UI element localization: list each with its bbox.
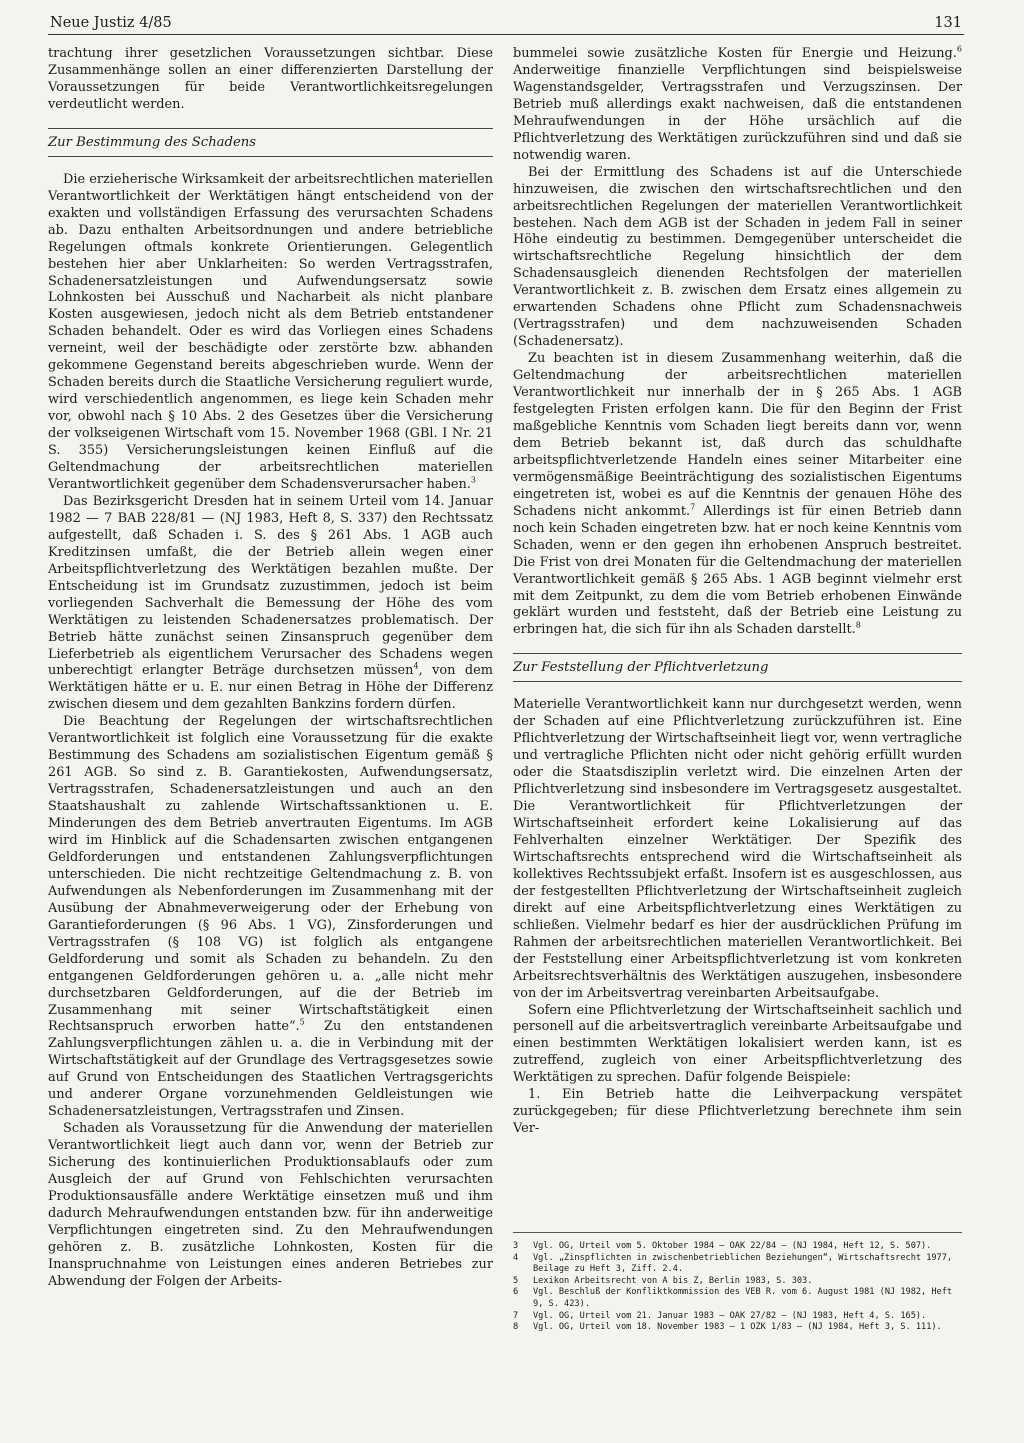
- footnote-ref: 5: [299, 1018, 305, 1028]
- footnote-ref: 4: [413, 662, 419, 672]
- paragraph: Die Beachtung der Regelungen der wirtschaftsrechtlichen Verantwortlichkeit ist folglich eine Voraussetzung für die exakte Bestimmung des Schadens am sozialistischen Eigentum gemäß § 261 AGB. So sind z. B. Garantiekosten, Aufwendungsersatz, Vertragsstrafen, Schadenersatzleistungen und auch an den Staatshaushalt zu zahlende Wirtschaftssanktionen u. E. Minderungen des dem Betrieb anvertrauten Eigentums. Im AGB wird im Hinblick auf die Schadensarten zwischen entgangenen Geldforderungen und entstandenen Zahlungsverpflichtungen unterschieden. Die nicht rechtzeitige Geltendmachung z. B. von Aufwendungen als Nebenforderungen im Zusammenhang mit der Ausübung der Abnahmeverweigerung oder der Erhebung von Garantieforderungen (§ 96 Abs. 1 VG), Zinsforderungen und Vertragsstrafen (§ 108 VG) ist folglich als entgangene Geldforderung und somit als Schaden zu behandeln. Zu den entgangenen Geldforderungen gehören u. a. „alle nicht mehr durchsetzbaren Geldforderungen, auf die der Betrieb im Zusammenhang mit seiner Wirtschaftstätigkeit einen Rechtsanspruch erworben hatte“.$^5$ Zu den entstandenen Zahlungsverpflichtungen zählen u. a. die in Verbindung mit der Wirtschaftstätigkeit auf der Grundlage des Vertragsgesetzes sowie auf Grund von Entscheidungen des Staatlichen Vertragsgerichts und anderer Organe vorzunehmenden Geldleistungen wie Schadenersatzleistungen, Vertragsstrafen und Zinsen.: [48, 714, 494, 1120]
- journal-issue: Neue Justiz 4/85: [50, 15, 172, 31]
- section-heading-schaden: Zur Bestimmung des Schadens: [48, 128, 493, 157]
- footnote: 3 Vgl. OG, Urteil vom 5. Oktober 1984 — OAK 22/84 — (NJ 1984, Heft 12, S. 507).: [513, 1241, 932, 1251]
- paragraph: bummelei sowie zusätzliche Kosten für Energie und Heizung.$^6$ Anderweitige finanzielle Verpflichtungen sind beispielsweise Wagenstandsgelder, Vertragsstrafen und Verzugszinsen. Der Betrieb muß allerdings exakt nachweisen, daß die entstandenen Mehraufwendungen in der Höhe ursächlich auf die Pflichtverletzung des Werktätigen zurückzuführen sind und daß sie notwendig waren.: [513, 44, 962, 163]
- left-column: [48, 46, 493, 1291]
- footnote: 5 Lexikon Arbeitsrecht von A bis Z, Berlin 1983, S. 303.: [513, 1275, 813, 1286]
- running-header: [48, 12, 964, 35]
- section-heading-pflichtverletzung: Zur Feststellung der Pflichtverletzung: [513, 653, 962, 682]
- paragraph: Materielle Verantwortlichkeit kann nur durchgesetzt werden, wenn der Schaden auf eine Pflichtverletzung zurückzuführen ist. Eine Pflichtverletzung der Wirtschaftseinheit liegt vor, wenn vertragliche und vertragliche Pflichten nicht oder nicht gehörig erfüllt wurden oder die Staatsdisziplin verletzt wird. Die einzelnen Arten der Pflichtverletzung sind insbesondere im Vertragsgesetz ausgestaltet. Die Verantwortlichkeit für Pflichtverletzungen der Wirtschaftseinheit erfordert keine Lokalisierung auf das Fehlverhalten einzelner Werktätiger. Der Spezifik des Wirtschaftsrechts entsprechend wird die Wirtschaftseinheit als kollektives Rechtssubjekt erfaßt. Insofern ist es ausgeschlossen, aus der festgestellten Pflichtverletzung der Wirtschaftseinheit zugleich direkt auf eine Arbeitspflichtverletzung eines Werktätigen zu schließen. Vielmehr bedarf es hier der ausdrücklichen Prüfung im Rahmen der arbeitsrechtlichen materiellen Verantwortlichkeit. Bei der Feststellung einer Arbeitspflichtverletzung ist vom konkreten Arbeitsrechtsverhältnis des Werktätigen auszugehen, insbesondere von der im Arbeitsvertrag vereinbarten Arbeitsaufgabe.: [513, 697, 962, 1001]
- paragraph: Die erzieherische Wirksamkeit der arbeitsrechtlichen materiellen Verantwortlichkeit der Werktätigen hängt entscheidend von der exakten und vollständigen Erfassung des verursachten Schadens ab. Dazu enthalten Arbeitsordnungen und andere betriebliche Regelungen oftmals konkrete Orientierungen. Gelegentlich bestehen hier aber Unklarheiten: So werden Vertragsstrafen, Schadenersatzleistungen und Aufwendungsersatz sowie Lohnkosten bei Ausschuß und Nacharbeit als nicht planbare Kosten ausgewiesen, jedoch nicht als dem Betrieb entstandener Schaden behandelt. Oder es wird das Vorliegen eines Schadens verneint, weil der beschädigte oder zerstörte bzw. abhanden gekommene Gegenstand bereits abgeschrieben wurde. Wenn der Schaden bereits durch die Staatliche Versicherung reguliert wurde, wird verschiedentlich angenommen, es liege kein Schaden mehr vor, obwohl nach § 10 Abs. 2 des Gesetzes über die Versicherung der volkseigenen Wirtschaft vom 15. November 1968 (GBl. I Nr. 21 S. 355) Versicherungsleistungen keinen Einfluß auf die Geltendmachung der arbeitsrechtlichen materiellen Verantwortlichkeit gegenüber dem Schadensverursacher haben.$^3$: [48, 171, 493, 492]
- footnote: 6 Vgl. Beschluß der Konfliktkommission des VEB R. vom 6. August 1981 (NJ 1982, Heft 9, S. 423).: [513, 1287, 953, 1309]
- paragraph: Sofern eine Pflichtverletzung der Wirtschaftseinheit sachlich und personell auf die arbeitsvertraglich vereinbarte Arbeitsaufgabe und einen bestimmten Werktätigen lokalisiert werden kann, ist es zutreffend, zugleich von einer Arbeitspflichtverletzung des Werktätigen zu sprechen. Dafür folgende Beispiele:: [513, 1002, 962, 1086]
- paragraph: Bei der Ermittlung des Schadens ist auf die Unterschiede hinzuweisen, die zwischen den wirtschaftsrechtlichen und den arbeitsrechtlichen Regelungen der materiellen Verantwortlichkeit bestehen. Nach dem AGB ist der Schaden in jedem Fall in seiner Höhe eindeutig zu bestimmen. Demgegenüber unterscheidet die wirtschaftsrechtliche Regelung hinsichtlich der dem Schadensausgleich dienenden Rechtsfolgen der materiellen Verantwortlichkeit z. B. zwischen dem Ersatz eines allgemein zu erwartenden Schadens ohne Pflicht zum Schadensnachweis (Vertragsstrafen) und dem nachzuweisenden Schaden (Schadenersatz).: [513, 164, 962, 350]
- footnote-ref: 8: [855, 621, 861, 631]
- paragraph: trachtung ihrer gesetzlichen Voraussetzungen sichtbar. Diese Zusammenhänge sollen an einer differenzierten Darstellung der Voraussetzungen für beide Verantwortlichkeitsregelungen verdeutlicht werden.: [48, 46, 493, 112]
- page-number: 131: [934, 15, 962, 31]
- footnote-ref: 3: [470, 475, 476, 485]
- paragraph: 1. Ein Betrieb hatte die Leihverpackung verspätet zurückgegeben; für diese Pflichtverletzung berechnete ihm sein Ver-: [513, 1087, 962, 1137]
- footnote: 8 Vgl. OG, Urteil vom 18. November 1983 — 1 OZK 1/83 — (NJ 1984, Heft 3, S. 111).: [513, 1322, 942, 1333]
- footnotes: [513, 1232, 962, 1334]
- footnote: 7 Vgl. OG, Urteil vom 21. Januar 1983 — OAK 27/82 — (NJ 1983, Heft 4, S. 165).: [513, 1310, 927, 1321]
- footnote: 4 Vgl. „Zinspflichten in zwischenbetrieblichen Beziehungen“, Wirtschaftsrecht 1977, Beilage zu Heft 3, Ziff. 2.4.: [513, 1252, 953, 1275]
- paragraph: Das Bezirksgericht Dresden hat in seinem Urteil vom 14. Januar 1982 — 7 BAB 228/81 — (NJ 1983, Heft 8, S. 337) den Rechtssatz aufgestellt, daß Schaden i. S. des § 261 Abs. 1 AGB auch Kreditzinsen umfaßt, die der Betrieb allein wegen einer Arbeitspflichtverletzung des Werktätigen bezahlen mußte. Der Entscheidung ist im Grundsatz zuzustimmen, jedoch ist beim vorliegenden Sachverhalt die Bemessung der Höhe des vom Werktätigen zu leistenden Schadenersatzes problematisch. Der Betrieb hätte zunächst seinen Zinsanspruch gegenüber dem Lieferbetrieb als eigentlichem Verursacher des Schadens wegen unberechtigt erlangter Beträge durchsetzen müssen$^4$, von dem Werktätigen hätte er u. E. nur einen Betrag in Höhe der Differenz zwischen diesem und dem gezahlten Bankzins fordern dürfen.: [48, 493, 493, 713]
- paragraph: Zu beachten ist in diesem Zusammenhang weiterhin, daß die Geltendmachung der arbeitsrechtlichen materiellen Verantwortlichkeit nur innerhalb der in § 265 Abs. 1 AGB festgelegten Fristen erfolgen kann. Die für den Beginn der Frist maßgebliche Kenntnis vom Schaden liegt bereits dann vor, wenn dem Betrieb bekannt ist, daß durch das schuldhafte arbeitspflichtverletzende Handeln eines seiner Mitarbeiter eine vermögensmäßige Beeinträchtigung des sozialistischen Eigentums eingetreten ist, wobei es auf die Kenntnis der genauen Höhe des Schadens nicht ankommt.$^7$ Allerdings ist für einen Betrieb dann noch kein Schaden eingetreten bzw. hat er noch keine Kenntnis vom Schaden, wenn er den gegen ihn erhobenen Anspruch bestreitet. Die Frist von drei Monaten für die Geltendmachung der materiellen Verantwortlichkeit gemäß § 265 Abs. 1 AGB beginnt vielmehr erst mit dem Zeitpunkt, zu dem die vom Betrieb erhobenen Einwände geklärt wurden und feststeht, daß der Betrieb eine Leistung zu erbringen hat, die sich für ihn als Schaden darstellt.$^8$: [513, 351, 962, 638]
- paragraph: Schaden als Voraussetzung für die Anwendung der materiellen Verantwortlichkeit liegt auch dann vor, wenn der Betrieb zur Sicherung des kontinuierlichen Produktionsablaufs oder zum Ausgleich der auf Grund von Fehlschichten verursachten Produktionsausfälle andere Werktätige einsetzen muß und ihm dadurch Mehraufwendungen entstanden bzw. für ihn anderweitige Verpflichtungen eingetreten sind. Zu den Mehraufwendungen gehören z. B. zusätzliche Lohnkosten, Kosten für die Inanspruchnahme von Leistungen eines anderen Betriebes zur Abwendung der Folgen der Arbeits-: [48, 1121, 493, 1289]
- footnote-ref: 6: [956, 44, 962, 54]
- right-column: [513, 46, 962, 1138]
- footnote-ref: 7: [690, 502, 696, 512]
